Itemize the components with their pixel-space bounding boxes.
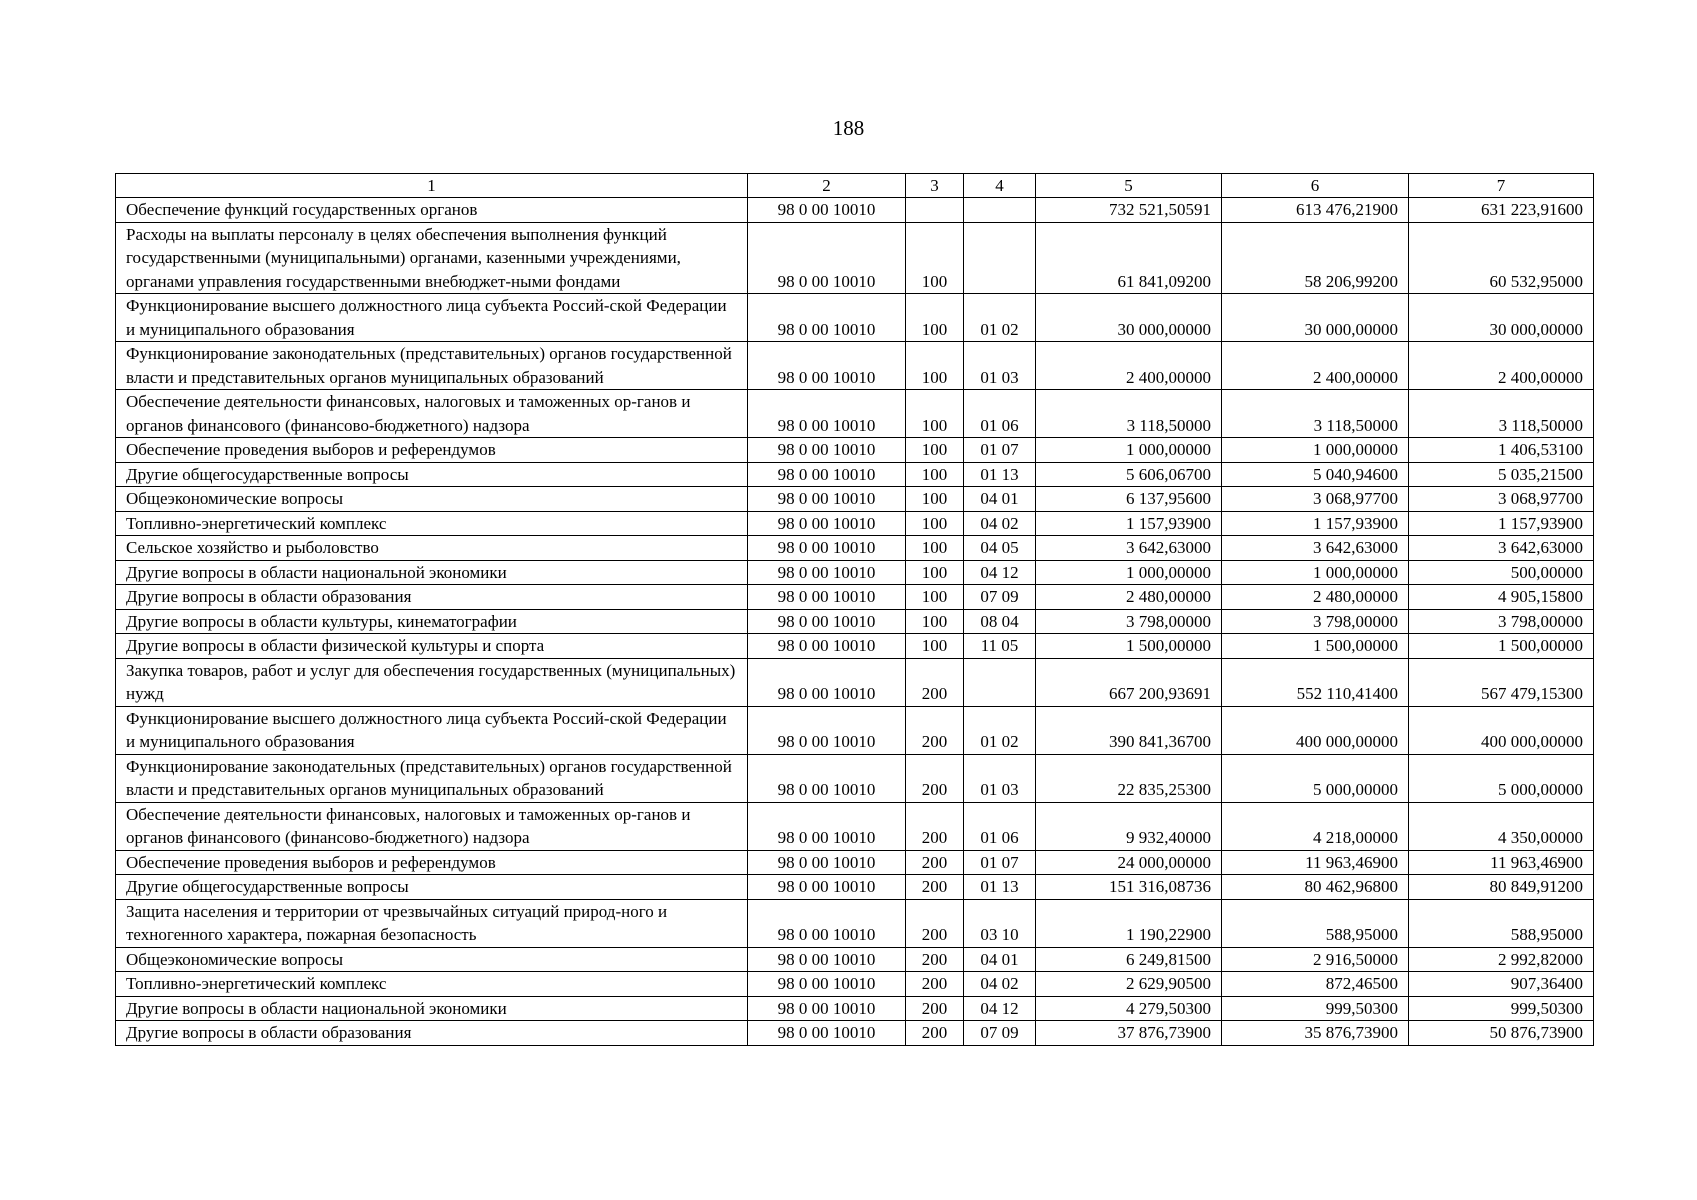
row-value-3-cell: 5 035,21500 [1409,462,1594,487]
row-type-cell [906,198,964,223]
row-type-cell: 100 [906,390,964,438]
table-body [116,198,1594,1046]
table-row [116,487,1594,512]
row-code-cell: 98 0 00 10010 [748,1021,906,1046]
row-code-cell: 98 0 00 10010 [748,947,906,972]
row-section-cell: 11 05 [964,634,1036,659]
row-section-cell: 07 09 [964,1021,1036,1046]
row-value-3-cell: 588,95000 [1409,899,1594,947]
row-type-cell: 100 [906,342,964,390]
row-value-1-cell: 30 000,00000 [1036,294,1222,342]
row-value-1-cell: 1 500,00000 [1036,634,1222,659]
row-type-cell: 200 [906,754,964,802]
row-value-3-cell: 3 642,63000 [1409,536,1594,561]
row-value-1-cell: 151 316,08736 [1036,875,1222,900]
row-type-cell: 100 [906,536,964,561]
row-name-cell: Топливно-энергетический комплекс [116,511,748,536]
row-name-cell: Обеспечение проведения выборов и референдумов [116,438,748,463]
row-type-cell: 200 [906,706,964,754]
row-value-3-cell: 2 400,00000 [1409,342,1594,390]
row-value-1-cell: 4 279,50300 [1036,996,1222,1021]
row-value-2-cell: 1 500,00000 [1222,634,1409,659]
table-row [116,947,1594,972]
row-value-3-cell: 4 350,00000 [1409,802,1594,850]
row-section-cell: 01 02 [964,706,1036,754]
row-type-cell: 200 [906,947,964,972]
row-type-cell: 200 [906,802,964,850]
row-name-cell: Другие вопросы в области образования [116,1021,748,1046]
row-value-3-cell: 30 000,00000 [1409,294,1594,342]
page-number: 188 [832,116,865,140]
row-value-3-cell: 1 500,00000 [1409,634,1594,659]
table-row [116,634,1594,659]
table-row [116,222,1594,294]
row-value-1-cell: 6 249,81500 [1036,947,1222,972]
row-value-1-cell: 5 606,06700 [1036,462,1222,487]
row-name-cell: Другие вопросы в области культуры, кинематографии [116,609,748,634]
row-type-cell: 100 [906,294,964,342]
row-name-cell: Расходы на выплаты персоналу в целях обеспечения выполнения функций государственными (муниципальными) органами, казенными учреждениями, органами управления государственными внебюджет-ными фондами [116,222,748,294]
table-row [116,536,1594,561]
row-value-3-cell: 4 905,15800 [1409,585,1594,610]
row-type-cell: 200 [906,850,964,875]
row-code-cell: 98 0 00 10010 [748,658,906,706]
row-type-cell: 100 [906,511,964,536]
table-row [116,609,1594,634]
column-header: 3 [906,174,964,198]
row-value-2-cell: 11 963,46900 [1222,850,1409,875]
row-section-cell: 01 07 [964,850,1036,875]
row-value-2-cell: 2 916,50000 [1222,947,1409,972]
row-value-1-cell: 1 190,22900 [1036,899,1222,947]
row-value-2-cell: 1 157,93900 [1222,511,1409,536]
row-value-3-cell: 3 118,50000 [1409,390,1594,438]
row-value-2-cell: 3 118,50000 [1222,390,1409,438]
table-row [116,560,1594,585]
row-value-1-cell: 2 629,90500 [1036,972,1222,997]
row-code-cell: 98 0 00 10010 [748,802,906,850]
row-section-cell: 03 10 [964,899,1036,947]
row-value-1-cell: 9 932,40000 [1036,802,1222,850]
row-value-3-cell: 11 963,46900 [1409,850,1594,875]
row-name-cell: Обеспечение деятельности финансовых, налоговых и таможенных ор-ганов и органов финансового (финансово-бюджетного) надзора [116,390,748,438]
row-value-1-cell: 1 000,00000 [1036,438,1222,463]
row-value-2-cell: 4 218,00000 [1222,802,1409,850]
row-name-cell: Другие вопросы в области физической культуры и спорта [116,634,748,659]
table-row [116,198,1594,223]
row-name-cell: Другие вопросы в области образования [116,585,748,610]
row-value-1-cell: 61 841,09200 [1036,222,1222,294]
row-value-3-cell: 999,50300 [1409,996,1594,1021]
row-value-3-cell: 50 876,73900 [1409,1021,1594,1046]
row-code-cell: 98 0 00 10010 [748,560,906,585]
row-value-3-cell: 5 000,00000 [1409,754,1594,802]
table-row [116,342,1594,390]
row-value-2-cell: 3 798,00000 [1222,609,1409,634]
row-section-cell: 01 03 [964,342,1036,390]
row-value-2-cell: 5 000,00000 [1222,754,1409,802]
row-name-cell: Закупка товаров, работ и услуг для обеспечения государственных (муниципальных) нужд [116,658,748,706]
row-value-3-cell: 567 479,15300 [1409,658,1594,706]
column-header: 4 [964,174,1036,198]
row-code-cell: 98 0 00 10010 [748,222,906,294]
row-value-2-cell: 1 000,00000 [1222,560,1409,585]
row-value-2-cell: 588,95000 [1222,899,1409,947]
row-code-cell: 98 0 00 10010 [748,899,906,947]
row-value-3-cell: 2 992,82000 [1409,947,1594,972]
table-row [116,802,1594,850]
row-value-3-cell: 80 849,91200 [1409,875,1594,900]
row-code-cell: 98 0 00 10010 [748,850,906,875]
row-code-cell: 98 0 00 10010 [748,438,906,463]
table-row [116,1021,1594,1046]
row-section-cell [964,198,1036,223]
row-section-cell: 07 09 [964,585,1036,610]
table-row [116,658,1594,706]
row-section-cell: 01 13 [964,462,1036,487]
row-value-1-cell: 22 835,25300 [1036,754,1222,802]
row-code-cell: 98 0 00 10010 [748,294,906,342]
row-name-cell: Защита населения и территории от чрезвычайных ситуаций природ-ного и техногенного характера, пожарная безопасность [116,899,748,947]
row-name-cell: Общеэкономические вопросы [116,487,748,512]
row-name-cell: Обеспечение деятельности финансовых, налоговых и таможенных ор-ганов и органов финансового (финансово-бюджетного) надзора [116,802,748,850]
row-section-cell: 04 02 [964,972,1036,997]
row-section-cell: 04 02 [964,511,1036,536]
row-type-cell: 100 [906,585,964,610]
row-section-cell [964,222,1036,294]
row-section-cell: 01 07 [964,438,1036,463]
row-value-3-cell: 60 532,95000 [1409,222,1594,294]
row-name-cell: Другие вопросы в области национальной экономики [116,996,748,1021]
row-name-cell: Функционирование законодательных (представительных) органов государственной власти и представительных органов муниципальных образований [116,342,748,390]
row-value-2-cell: 1 000,00000 [1222,438,1409,463]
table-row [116,875,1594,900]
column-header: 5 [1036,174,1222,198]
row-value-2-cell: 400 000,00000 [1222,706,1409,754]
row-code-cell: 98 0 00 10010 [748,634,906,659]
row-code-cell: 98 0 00 10010 [748,198,906,223]
row-name-cell: Сельское хозяйство и рыболовство [116,536,748,561]
row-type-cell: 200 [906,996,964,1021]
table-row [116,462,1594,487]
row-value-1-cell: 1 157,93900 [1036,511,1222,536]
row-value-1-cell: 1 000,00000 [1036,560,1222,585]
row-code-cell: 98 0 00 10010 [748,390,906,438]
row-type-cell: 200 [906,875,964,900]
row-value-2-cell: 872,46500 [1222,972,1409,997]
row-name-cell: Обеспечение проведения выборов и референдумов [116,850,748,875]
row-type-cell: 200 [906,899,964,947]
row-name-cell: Функционирование высшего должностного лица субъекта Россий-ской Федерации и муниципального образования [116,706,748,754]
row-section-cell: 04 01 [964,487,1036,512]
row-name-cell: Функционирование высшего должностного лица субъекта Россий-ской Федерации и муниципального образования [116,294,748,342]
row-name-cell: Топливно-энергетический комплекс [116,972,748,997]
row-name-cell: Обеспечение функций государственных органов [116,198,748,223]
row-code-cell: 98 0 00 10010 [748,996,906,1021]
row-value-1-cell: 2 480,00000 [1036,585,1222,610]
table-row [116,754,1594,802]
row-code-cell: 98 0 00 10010 [748,972,906,997]
column-header: 6 [1222,174,1409,198]
row-code-cell: 98 0 00 10010 [748,706,906,754]
row-value-2-cell: 2 480,00000 [1222,585,1409,610]
row-name-cell: Другие вопросы в области национальной экономики [116,560,748,585]
row-code-cell: 98 0 00 10010 [748,487,906,512]
row-value-1-cell: 732 521,50591 [1036,198,1222,223]
row-value-2-cell: 552 110,41400 [1222,658,1409,706]
row-value-2-cell: 3 642,63000 [1222,536,1409,561]
row-value-1-cell: 3 798,00000 [1036,609,1222,634]
row-name-cell: Функционирование законодательных (представительных) органов государственной власти и представительных органов муниципальных образований [116,754,748,802]
row-value-1-cell: 3 118,50000 [1036,390,1222,438]
row-name-cell: Другие общегосударственные вопросы [116,875,748,900]
row-type-cell: 100 [906,438,964,463]
row-section-cell: 08 04 [964,609,1036,634]
row-value-2-cell: 5 040,94600 [1222,462,1409,487]
row-section-cell: 04 12 [964,560,1036,585]
row-type-cell: 200 [906,972,964,997]
row-value-1-cell: 390 841,36700 [1036,706,1222,754]
row-value-2-cell: 613 476,21900 [1222,198,1409,223]
row-value-2-cell: 3 068,97700 [1222,487,1409,512]
row-value-2-cell: 80 462,96800 [1222,875,1409,900]
row-value-1-cell: 6 137,95600 [1036,487,1222,512]
row-code-cell: 98 0 00 10010 [748,462,906,487]
row-value-2-cell: 30 000,00000 [1222,294,1409,342]
row-value-2-cell: 2 400,00000 [1222,342,1409,390]
row-name-cell: Общеэкономические вопросы [116,947,748,972]
row-section-cell: 01 03 [964,754,1036,802]
row-code-cell: 98 0 00 10010 [748,342,906,390]
table-row [116,511,1594,536]
table-row [116,390,1594,438]
row-value-2-cell: 35 876,73900 [1222,1021,1409,1046]
table-row [116,899,1594,947]
row-type-cell: 200 [906,658,964,706]
row-value-1-cell: 24 000,00000 [1036,850,1222,875]
table-row [116,972,1594,997]
row-value-3-cell: 500,00000 [1409,560,1594,585]
table-row [116,996,1594,1021]
row-value-3-cell: 631 223,91600 [1409,198,1594,223]
row-code-cell: 98 0 00 10010 [748,875,906,900]
budget-table [115,173,1594,1046]
row-section-cell: 04 12 [964,996,1036,1021]
row-value-3-cell: 1 406,53100 [1409,438,1594,463]
row-code-cell: 98 0 00 10010 [748,754,906,802]
table-row [116,294,1594,342]
row-type-cell: 100 [906,462,964,487]
row-code-cell: 98 0 00 10010 [748,511,906,536]
row-value-3-cell: 3 798,00000 [1409,609,1594,634]
column-header: 7 [1409,174,1594,198]
table-row [116,438,1594,463]
row-value-1-cell: 2 400,00000 [1036,342,1222,390]
row-value-3-cell: 907,36400 [1409,972,1594,997]
row-section-cell: 01 13 [964,875,1036,900]
row-code-cell: 98 0 00 10010 [748,609,906,634]
row-value-3-cell: 400 000,00000 [1409,706,1594,754]
table-row [116,706,1594,754]
row-type-cell: 100 [906,560,964,585]
row-value-1-cell: 667 200,93691 [1036,658,1222,706]
row-value-1-cell: 3 642,63000 [1036,536,1222,561]
row-section-cell [964,658,1036,706]
row-code-cell: 98 0 00 10010 [748,585,906,610]
row-value-1-cell: 37 876,73900 [1036,1021,1222,1046]
row-value-3-cell: 3 068,97700 [1409,487,1594,512]
row-section-cell: 04 05 [964,536,1036,561]
column-header: 2 [748,174,906,198]
row-section-cell: 01 06 [964,390,1036,438]
row-section-cell: 01 02 [964,294,1036,342]
row-type-cell: 200 [906,1021,964,1046]
row-value-3-cell: 1 157,93900 [1409,511,1594,536]
column-header: 1 [116,174,748,198]
table-row [116,585,1594,610]
row-section-cell: 01 06 [964,802,1036,850]
row-type-cell: 100 [906,609,964,634]
row-value-2-cell: 999,50300 [1222,996,1409,1021]
row-type-cell: 100 [906,222,964,294]
row-value-2-cell: 58 206,99200 [1222,222,1409,294]
row-code-cell: 98 0 00 10010 [748,536,906,561]
table-row [116,850,1594,875]
row-type-cell: 100 [906,634,964,659]
row-name-cell: Другие общегосударственные вопросы [116,462,748,487]
header-row [116,174,1594,198]
row-section-cell: 04 01 [964,947,1036,972]
row-type-cell: 100 [906,487,964,512]
